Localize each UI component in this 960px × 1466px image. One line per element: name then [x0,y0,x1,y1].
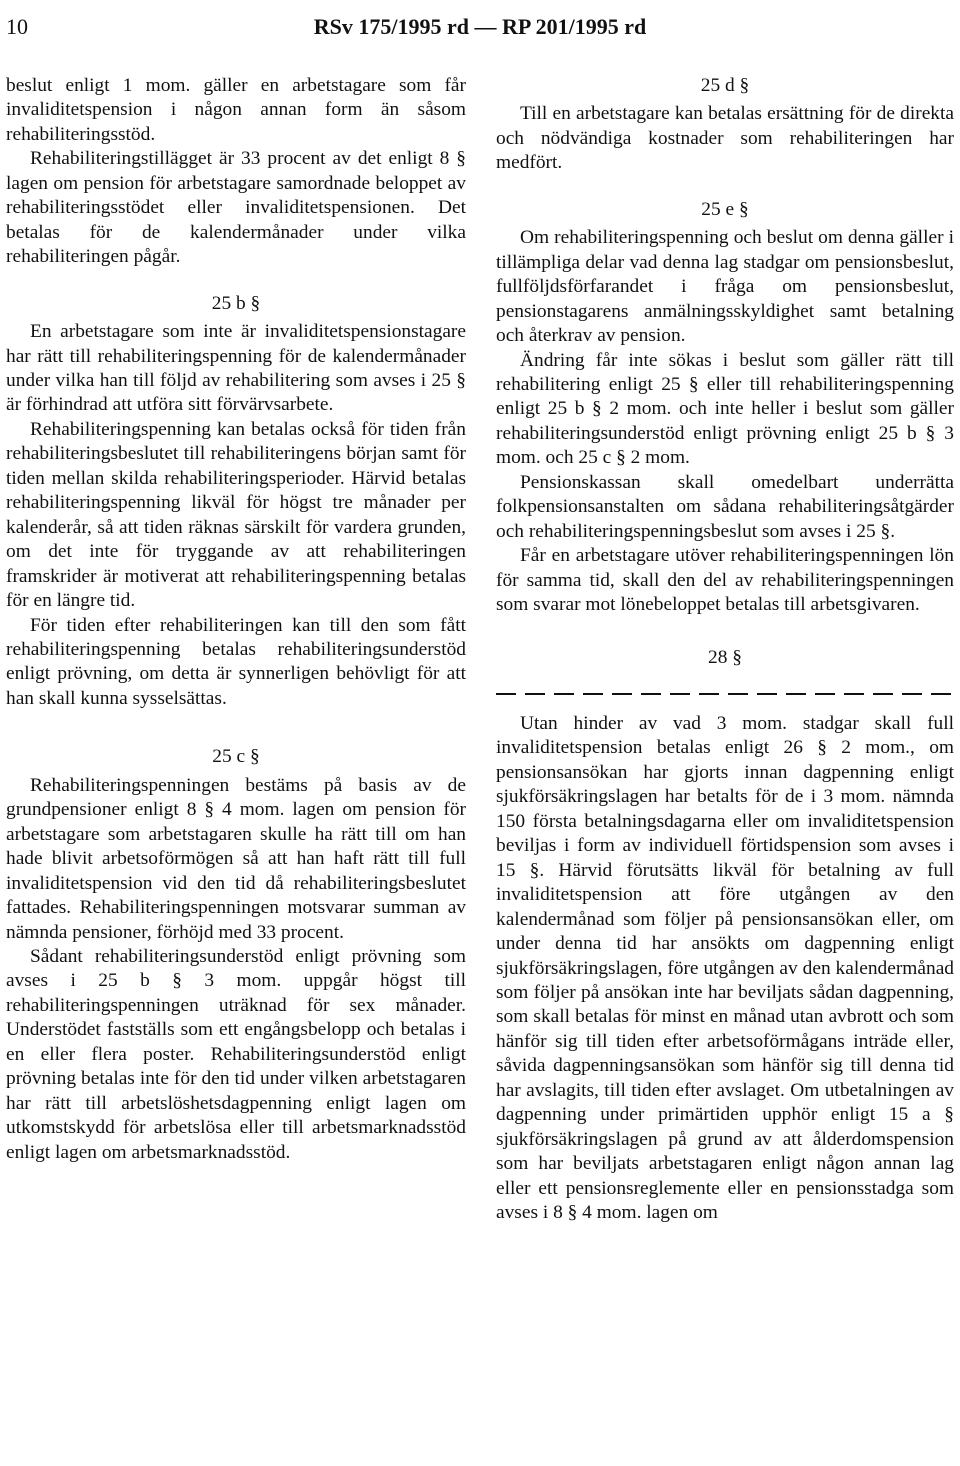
paragraph-intro-2: Rehabiliteringstillägget är 33 procent av det enligt 8 § lagen om pension för arbetstagare samordnade beloppet av rehabiliteringsstödet eller invaliditetspensionen. Det betalas för de kalendermånader under vilka rehabiliteringen pågår. [6,148,466,268]
paragraph-25b-1: En arbetstagare som inte är invaliditetspensionstagare har rätt till rehabiliteringspenning för de kalendermånader under vilka han till följd av rehabilitering som avses i 25 § är förhindrad att utföra sitt förvärvsarbete. [6,321,466,416]
section-heading-25b: 25 b § [211,292,261,314]
left-column [6,74,466,1165]
omission-dashes [496,680,954,702]
paragraph-25e-4: Får en arbetstagare utöver rehabiliteringspenningen lön för samma tid, skall den del av rehabiliteringspenningen som svarar mot lönebeloppet betalas till arbetsgivaren. [496,545,954,616]
paragraph-28-1: Utan hinder av vad 3 mom. stadgar skall full invaliditetspension betalas enligt 26 § 2 mom., om pensionsansökan har gjorts innan dagpenning enligt sjukförsäkringslagen har betalts för de i 3 mom. nämnda 150 första betalningsdagarna eller om invaliditetspension beviljas i form av individuell förtidspension som avses i 15 §. Härvid förutsätts likväl för betalning av full invaliditetspension att före utgången av den kalendermånad som följer på pensionsansökan eller, om under denna tid har ansökts om dagpenning enligt sjukförsäkringslagen, före utgången av den kalendermånad som följer på ansökan inte har beviljats sådan dagpenning, som skall betalas för minst en månad utan avbrott och som hänför sig till tiden efter arbetsoförmågans inträde eller, såvida dagpenningsansökan som hänför sig till denna tid har avslagits, till tiden efter avslaget. Om utbetalningen av dagpenning under primärtiden upphör enligt 15 a § sjukförsäkringslagen på grund av att ålderdomspension som har beviljats arbetstagaren enligt någon annan lag eller ett pensionsreglemente eller en pensionsstadga som avses i 8 § 4 mom. lagen om [496,712,954,1224]
paragraph-25b-3: För tiden efter rehabiliteringen kan till den som fått rehabiliteringspenning betalas rehabiliteringsunderstöd enligt prövning, om detta är synnerligen behövligt för att han skall kunna sysselsättas. [6,614,466,709]
page-header [6,14,954,44]
section-heading-25d: 25 d § [700,75,750,96]
section-heading-25c: 25 c § [212,746,260,768]
paragraph-25e-1: Om rehabiliteringspenning och beslut om denna gäller i tillämpliga delar vad denna lag stadgar om pensionsbeslut, fullföljdsförfarandet i fråga om pensionsbeslut, pensionstagarens anmälningsskyldighet samt betalning och återkrav av pension. [496,227,954,347]
paragraph-25e-2: Ändring får inte sökas i beslut som gäller rätt till rehabilitering enligt 25 § eller till rehabiliteringspenning enligt 25 b § 2 mom. och inte heller i beslut som gäller rehabiliteringsunderstöd enligt prövning enligt 25 b § 3 mom. och 25 c § 2 mom. [496,349,954,469]
page-number: 10 [6,14,28,39]
section-heading-28: 28 § [708,646,742,668]
running-head: RSv 175/1995 rd — RP 201/1995 rd [313,14,647,39]
section-heading-25e: 25 e § [701,198,749,220]
right-column [496,74,954,1225]
paragraph-25b-2: Rehabiliteringspenning kan betalas också för tiden från rehabiliteringsbeslutet till rehabiliteringens början samt för tiden mellan skilda rehabiliteringsperioder. Härvid betalas rehabiliteringspenning likväl för högst tre månader per kalenderår, så att tiden räknas särskilt för vardera grunden, om det inte för tryggande av att rehabiliteringen framskrider är motiverat att rehabiliteringspenning betalas för en längre tid. [6,418,466,612]
paragraph-25d-1: Till en arbetstagare kan betalas ersättning för de direkta och nödvändiga kostnader som rehabiliteringen har medfört. [496,103,954,174]
paragraph-intro-1: beslut enligt 1 mom. gäller en arbetstagare som får invaliditetspension i någon annan form än såsom rehabiliteringsstöd. [6,75,466,145]
paragraph-25c-2: Sådant rehabiliteringsunderstöd enligt prövning som avses i 25 b § 3 mom. uppgår högst till rehabiliteringspenningen uträknad för sex månader. Understödet fastställs som ett engångsbelopp och betalas i en eller flera poster. Rehabiliteringsunderstöd enligt prövning betalas inte för den tid under vilken arbetstagaren har rätt till arbetslöshetsdagpenning enligt lagen om utkomstskydd för arbetslösa eller till arbetsmarknadsstöd enligt lagen om arbetsmarknadsstöd. [6,945,466,1163]
paragraph-25c-1: Rehabiliteringspenningen bestäms på basis av de grundpensioner enligt 8 § 4 mom. lagen om pension för arbetstagare som arbetstagaren skulle ha rätt till om han hade blivit arbetsoförmögen så att han haft rätt till full invaliditetspension vid den tid då rehabiliteringsbeslutet fattades. Rehabiliteringspenningen motsvarar summan av nämnda pensioner, förhöjd med 33 procent. [6,774,466,943]
paragraph-25e-3: Pensionskassan skall omedelbart underrätta folkpensionsanstalten om sådana rehabiliteringsåtgärder och rehabiliteringspenningsbeslut som avses i 25 §. [496,471,954,542]
